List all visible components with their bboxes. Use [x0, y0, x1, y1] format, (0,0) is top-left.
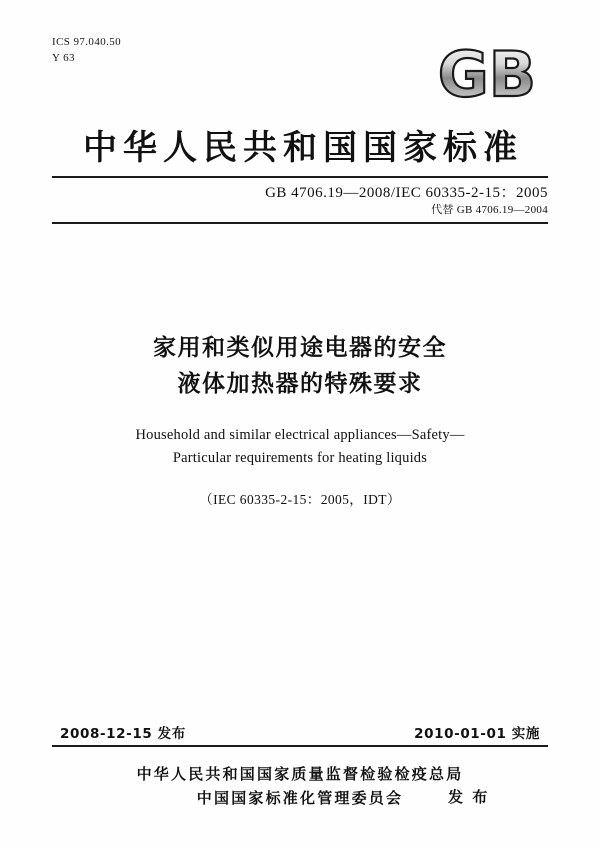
idt-reference: （IEC 60335-2-15：2005，IDT） [199, 492, 401, 507]
document-title-en-line1: Household and similar electrical appliances—Safety— [135, 427, 465, 443]
page-title: 中华人民共和国国家标准 [83, 128, 523, 168]
document-title-english [0, 424, 600, 470]
document-title-line2: 液体加热器的特殊要求 [177, 371, 423, 397]
gb-logo-icon [422, 38, 552, 110]
standard-number: GB 4706.19—2008/IEC 60335-2-15：2005 [265, 185, 548, 201]
publisher-line-2: 中国国家标准化管理委员会 [196, 789, 404, 807]
ics-block [52, 34, 121, 66]
ics-code: ICS 97.040.50 [52, 36, 122, 48]
publisher-block [0, 762, 600, 810]
document-title-en-line2: Particular requirements for heating liquids [172, 450, 428, 466]
divider-bottom [52, 222, 548, 224]
publish-verb: 发 布 [448, 788, 490, 806]
classification-code: Y 63 [52, 52, 75, 64]
document-title-line1: 家用和类似用途电器的安全 [153, 335, 447, 361]
divider-dates [52, 745, 548, 747]
document-title [0, 330, 600, 402]
standard-replaces: 代替 GB 4706.19—2004 [431, 204, 548, 216]
publisher-line-1: 中华人民共和国国家质量监督检验检疫总局 [136, 765, 464, 783]
divider-top [52, 176, 548, 178]
svg-text:GB: GB [437, 38, 537, 110]
implementation-date: 2010-01-01 实施 [414, 726, 540, 742]
issue-date: 2008-12-15 发布 [60, 726, 186, 742]
